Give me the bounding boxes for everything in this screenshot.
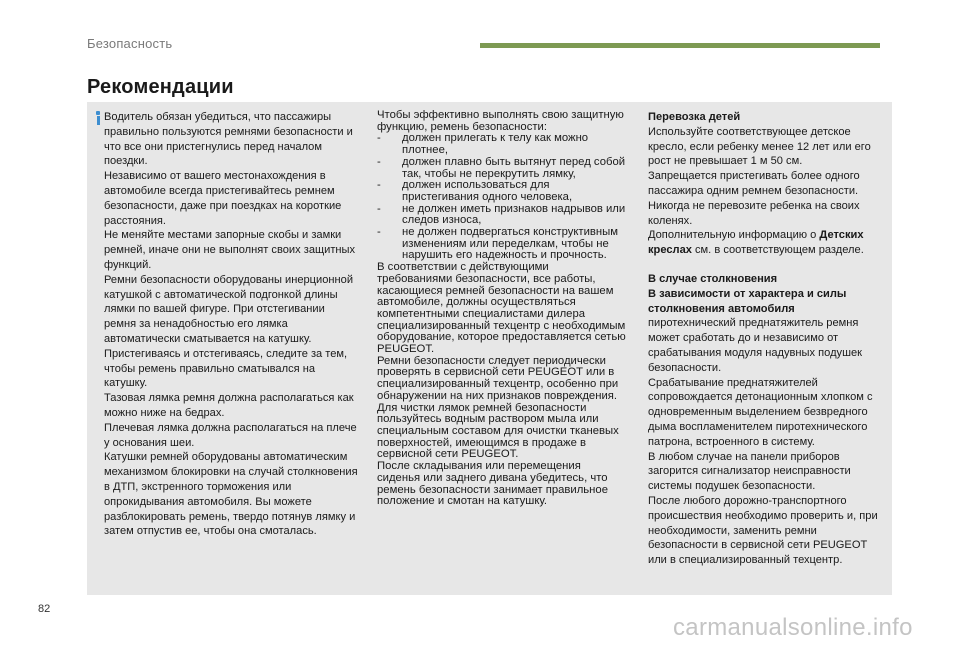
paragraph: Пристегиваясь и отстегиваясь, следите за тем, чтобы ремень правильно сматывался на катушку. (104, 347, 348, 390)
child-seats-reference: Детских креслах (648, 229, 864, 257)
collision-subheading: В зависимости от характера и силы столкновения автомобиля (648, 287, 847, 315)
list-item: - не должен иметь признаков надрывов или следов износа, (377, 204, 627, 227)
paragraph: Не меняйте местами запорные скобы и замки ремней, иначе они не выполнят своих защитных функций. (104, 229, 356, 271)
paragraph: Водитель обязан убедиться, что пассажиры правильно пользуются ремнями безопасности и что все они пристегнулись перед началом поездки. (104, 111, 353, 168)
paragraph: В соответствии с действующими требованиями безопасности, все работы, касающиеся ремней безопасности на вашем автомобиле, должны осуществляться компетентными специалистами дилера специализированный техцентр с необходимым оборудование, которое предоставляется сетью PEUGEOT. (377, 261, 626, 356)
list-item: - должен плавно быть вытянут перед собой так, чтобы не перекрутить лямку, (377, 157, 627, 180)
collision-heading: В случае столкновения (648, 272, 778, 285)
requirements-list (377, 133, 627, 262)
paragraph: После любого дорожно-транспортного происшествия необходимо проверить и, при необходимости, заменить ремни безопасности в сервисной сети PEUGEOT или в специализированный техцентр. (648, 494, 878, 567)
paragraph: После складывания или перемещения сиденья или заднего дивана убедитесь, что ремень безопасности занимает правильное положение и смотан на катушку. (377, 460, 608, 508)
paragraph: Используйте соответствующее детское кресло, если ребенку менее 12 лет или его рост не превышает 1 м 50 см. (648, 125, 871, 168)
paragraph: Ремни безопасности следует периодически проверять в сервисной сети PEUGEOT или в специализированный техцентр, особенно при обнаружении на них признаков повреждения. (377, 354, 619, 402)
spacer (648, 258, 888, 272)
paragraph (648, 228, 888, 258)
paragraph: пиротехнический преднатяжитель ремня может сработать до и независимо от срабатывания модуля надувных подушек безопасности. (648, 317, 863, 374)
page-title: Рекомендации (87, 76, 234, 98)
info-icon (95, 111, 101, 126)
section-label: Безопасность (87, 36, 173, 51)
paragraph: Срабатывание преднатяжителей сопровождается детонационным хлопком с одновременным выделением безвредного дыма воспламенителем пиротехнического патрона, встроенного в систему. (648, 376, 873, 448)
text: Дополнительную информацию о (648, 229, 820, 242)
children-heading: Перевозка детей (648, 111, 741, 123)
list-item: - должен использоваться для пристегивания одного человека, (377, 180, 627, 203)
header-rule (480, 43, 880, 48)
list-item: - не должен подвергаться конструктивным изменениям или переделкам, чтобы не нарушить его надежность и прочность. (377, 227, 627, 262)
list-item: - должен прилегать к телу как можно плотнее, (377, 133, 627, 156)
paragraph: Тазовая лямка ремня должна располагаться как можно ниже на бедрах. (104, 392, 354, 419)
column-2 (377, 110, 627, 508)
paragraph: Плечевая лямка должна располагаться на плече у основания шеи. (104, 421, 357, 449)
column-1 (104, 110, 359, 539)
paragraph: В любом случае на панели приборов загорится сигнализатор неисправности системы подушек безопасности. (648, 450, 851, 493)
paragraph: Для чистки лямок ремней безопасности пользуйтесь водным раствором мыла или специальным составом для очистки тканевых поверхностей, имеющимся в продаже в сервисной сети PEUGEOT. (377, 401, 619, 461)
paragraph: Запрещается пристегивать более одного пассажира одним ремнем безопасности. (648, 170, 860, 197)
text: см. в соответствующем разделе. (691, 244, 864, 257)
paragraph: Ремни безопасности оборудованы инерционной катушкой с автоматической подгонкой длины лямки по вашей фигуре. При отстегивании ремня за ненадобностью его лямка автоматически сматывается на катушку. (104, 273, 354, 345)
paragraph: Катушки ремней оборудованы автоматическим механизмом блокировки на случай столкновения в ДТП, экстренного торможения или опрокидывания автомобиля. Вы можете разблокировать ремень, твердо потянув лямку и затем отпустив ее, чтобы она смоталась. (104, 451, 358, 538)
watermark: carmanualsonline.info (673, 614, 913, 641)
intro-text: Чтобы эффективно выполнять свою защитную функцию, ремень безопасности: (377, 109, 624, 133)
column-3 (648, 110, 888, 568)
page-number: 82 (38, 603, 51, 615)
paragraph: Независимо от вашего местонахождения в автомобиле всегда пристегивайтесь ремнем безопасности, даже при поездках на короткие расстояния. (104, 170, 342, 227)
paragraph: Никогда не перевозите ребенка на своих коленях. (648, 199, 860, 227)
